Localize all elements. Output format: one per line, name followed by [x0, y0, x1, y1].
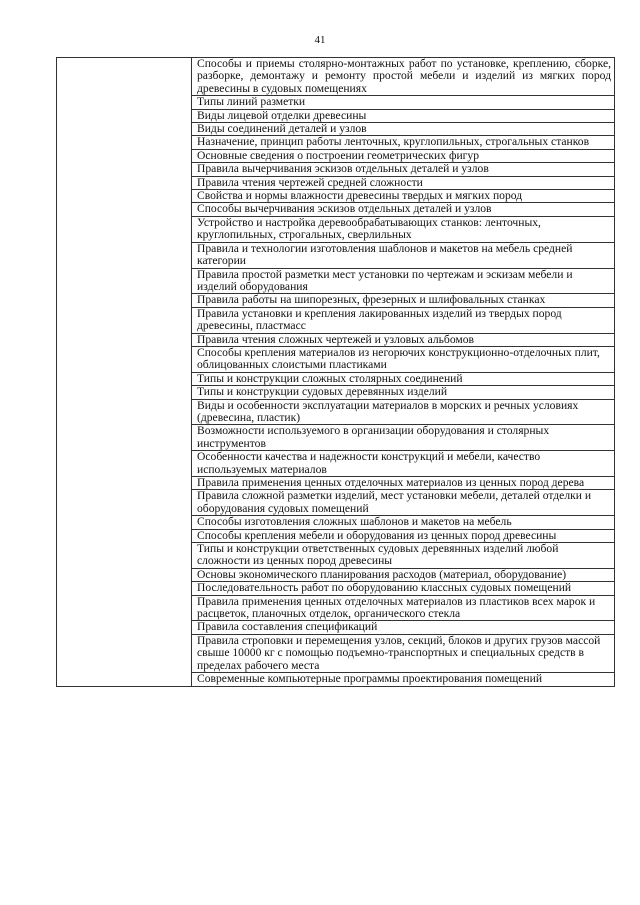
knowledge-item: Типы и конструкции ответственных судовых деревянных изделий любой сложности из ценных пород древесины	[192, 543, 615, 569]
knowledge-item: Особенности качества и надежности конструкций и мебели, качество используемых материалов	[192, 451, 615, 477]
knowledge-item: Правила простой разметки мест установки по чертежам и эскизам мебели и изделий оборудования	[192, 268, 615, 294]
page-number: 41	[314, 34, 326, 46]
knowledge-item: Правила применения ценных отделочных материалов из пластиков всех марок и расцветок, планочных отделок, органического стекла	[192, 595, 615, 621]
knowledge-item: Правила чтения сложных чертежей и узловых альбомов	[192, 333, 615, 346]
knowledge-item: Виды соединений деталей и узлов	[192, 123, 615, 136]
knowledge-item: Способы вычерчивания эскизов отдельных деталей и узлов	[192, 203, 615, 216]
knowledge-item: Правила применения ценных отделочных материалов из ценных пород дерева	[192, 477, 615, 490]
knowledge-item: Правила работы на шипорезных, фрезерных и шлифовальных станках	[192, 294, 615, 307]
knowledge-item: Основы экономического планирования расходов (материал, оборудование)	[192, 568, 615, 581]
knowledge-item: Способы изготовления сложных шаблонов и макетов на мебель	[192, 516, 615, 529]
knowledge-item: Типы линий разметки	[192, 96, 615, 109]
knowledge-item: Способы крепления мебели и оборудования из ценных пород древесины	[192, 529, 615, 542]
knowledge-item: Виды и особенности эксплуатации материалов в морских и речных условиях (древесина, пластик)	[192, 399, 615, 425]
knowledge-item: Виды лицевой отделки древесины	[192, 109, 615, 122]
knowledge-item: Правила и технологии изготовления шаблонов и макетов на мебель средней категории	[192, 242, 615, 268]
knowledge-item: Типы и конструкции судовых деревянных изделий	[192, 386, 615, 399]
table-row	[57, 58, 615, 96]
knowledge-item: Современные компьютерные программы проектирования помещений	[192, 673, 615, 686]
knowledge-item: Правила составления спецификаций	[192, 621, 615, 634]
knowledge-item: Возможности используемого в организации оборудования и столярных инструментов	[192, 425, 615, 451]
empty-left-column-cell	[57, 58, 192, 687]
knowledge-item: Назначение, принцип работы ленточных, круглопильных, строгальных станков	[192, 136, 615, 149]
knowledge-table-body	[57, 58, 615, 687]
knowledge-item: Устройство и настройка деревообрабатывающих станков: ленточных, круглопильных, строгальных, сверлильных	[192, 216, 615, 242]
knowledge-item: Правила строповки и перемещения узлов, секций, блоков и других грузов массой свыше 10000 кг с помощью подъемно-транспортных и специальных средств в пределах рабочего места	[192, 634, 615, 672]
knowledge-item: Последовательность работ по оборудованию классных судовых помещений	[192, 582, 615, 595]
knowledge-item: Способы и приемы столярно-монтажных работ по установке, креплению, сборке, разборке, демонтажу и ремонту простой мебели и изделий из мягких пород древесины в судовых помещениях	[192, 58, 615, 96]
knowledge-item: Основные сведения о построении геометрических фигур	[192, 149, 615, 162]
knowledge-item: Правила сложной разметки изделий, мест установки мебели, деталей отделки и оборудования судовых помещений	[192, 490, 615, 516]
knowledge-item: Правила вычерчивания эскизов отдельных деталей и узлов	[192, 163, 615, 176]
knowledge-table	[56, 57, 615, 687]
knowledge-item: Типы и конструкции сложных столярных соединений	[192, 372, 615, 385]
knowledge-item: Свойства и нормы влажности древесины твердых и мягких пород	[192, 190, 615, 203]
knowledge-item: Правила установки и крепления лакированных изделий из твердых пород древесины, пластмасс	[192, 307, 615, 333]
knowledge-item: Правила чтения чертежей средней сложности	[192, 176, 615, 189]
knowledge-item: Способы крепления материалов из негорючих конструкционно-отделочных плит, облицованных слоистыми пластиками	[192, 346, 615, 372]
